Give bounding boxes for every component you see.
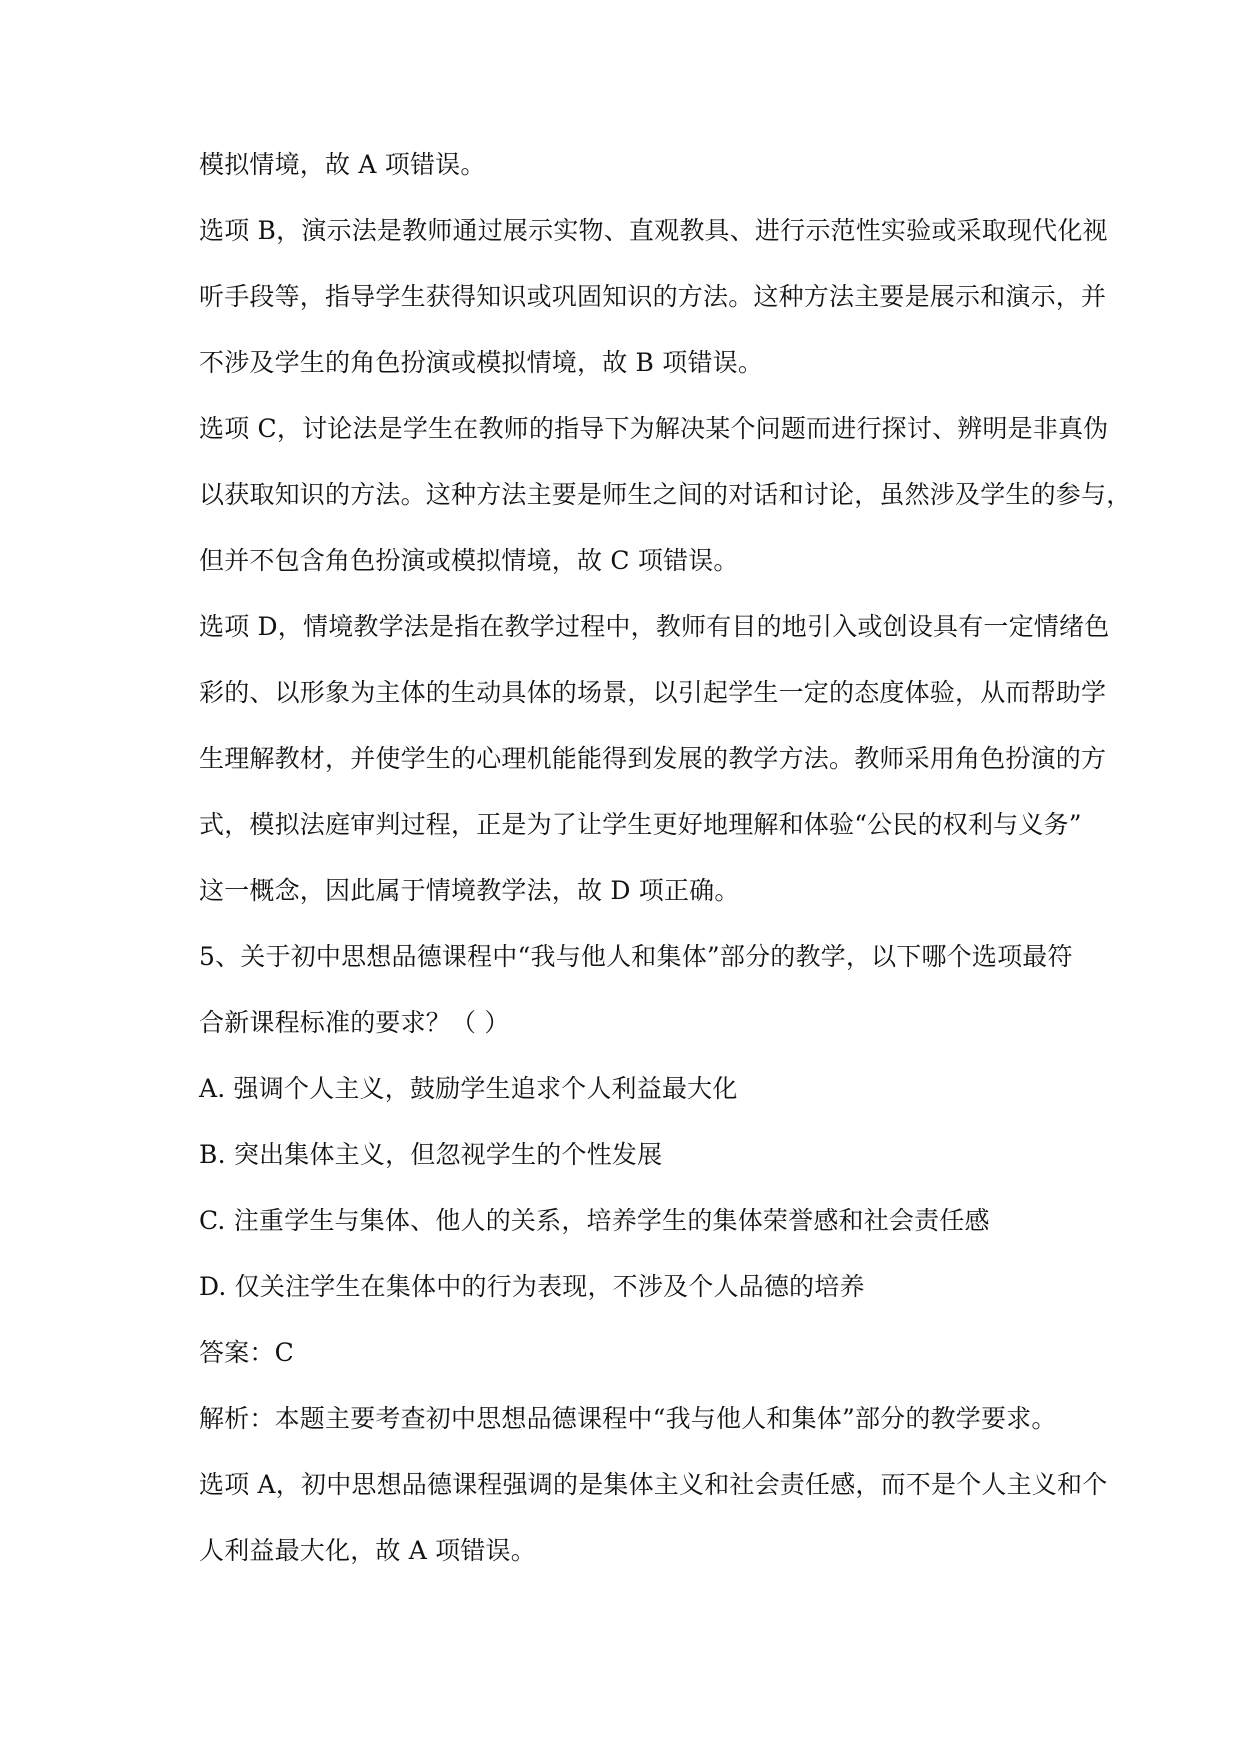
option-b: B. 突出集体主义，但忽视学生的个性发展	[199, 1140, 663, 1169]
text-line: 听手段等，指导学生获得知识或巩固知识的方法。这种方法主要是展示和演示，并	[199, 282, 1107, 311]
option-c: C. 注重学生与集体、他人的关系，培养学生的集体荣誉感和社会责任感	[199, 1206, 990, 1235]
question-5-stem: 5、关于初中思想品德课程中“我与他人和集体”部分的教学，以下哪个选项最符	[199, 942, 1073, 971]
text-line: 选项 A，初中思想品德课程强调的是集体主义和社会责任感，而不是个人主义和个	[199, 1470, 1108, 1499]
text-line: 不涉及学生的角色扮演或模拟情境，故 B 项错误。	[199, 348, 764, 377]
text-line: 选项 D，情境教学法是指在教学过程中，教师有目的地引入或创设具有一定情绪色	[199, 612, 1110, 641]
text-line: 以获取知识的方法。这种方法主要是师生之间的对话和讨论，虽然涉及学生的参与，	[199, 480, 1132, 509]
text-line: 但并不包含角色扮演或模拟情境，故 C 项错误。	[199, 546, 739, 575]
option-a: A. 强调个人主义，鼓励学生追求个人利益最大化	[199, 1074, 738, 1103]
text-line: 模拟情境，故 A 项错误。	[199, 150, 486, 179]
text-line: 选项 C，讨论法是学生在教师的指导下为解决某个问题而进行探讨、辨明是非真伪	[199, 414, 1109, 443]
text-line: 选项 B，演示法是教师通过展示实物、直观教具、进行示范性实验或采取现代化视	[199, 216, 1108, 245]
text-line: 式，模拟法庭审判过程，正是为了让学生更好地理解和体验“公民的权利与义务”	[199, 810, 1082, 839]
option-d: D. 仅关注学生在集体中的行为表现，不涉及个人品德的培养	[199, 1272, 865, 1301]
text-line: 生理解教材，并使学生的心理机能能得到发展的教学方法。教师采用角色扮演的方	[199, 744, 1107, 773]
text-line: 人利益最大化，故 A 项错误。	[199, 1536, 536, 1565]
answer-line: 答案：C	[199, 1338, 294, 1367]
text-line: 这一概念，因此属于情境教学法，故 D 项正确。	[199, 876, 740, 905]
text-line: 彩的、以形象为主体的生动具体的场景，以引起学生一定的态度体验，从而帮助学	[199, 678, 1107, 707]
question-5-stem: 合新课程标准的要求？（ ）	[199, 1008, 510, 1037]
analysis-line: 解析：本题主要考查初中思想品德课程中“我与他人和集体”部分的教学要求。	[199, 1404, 1057, 1433]
